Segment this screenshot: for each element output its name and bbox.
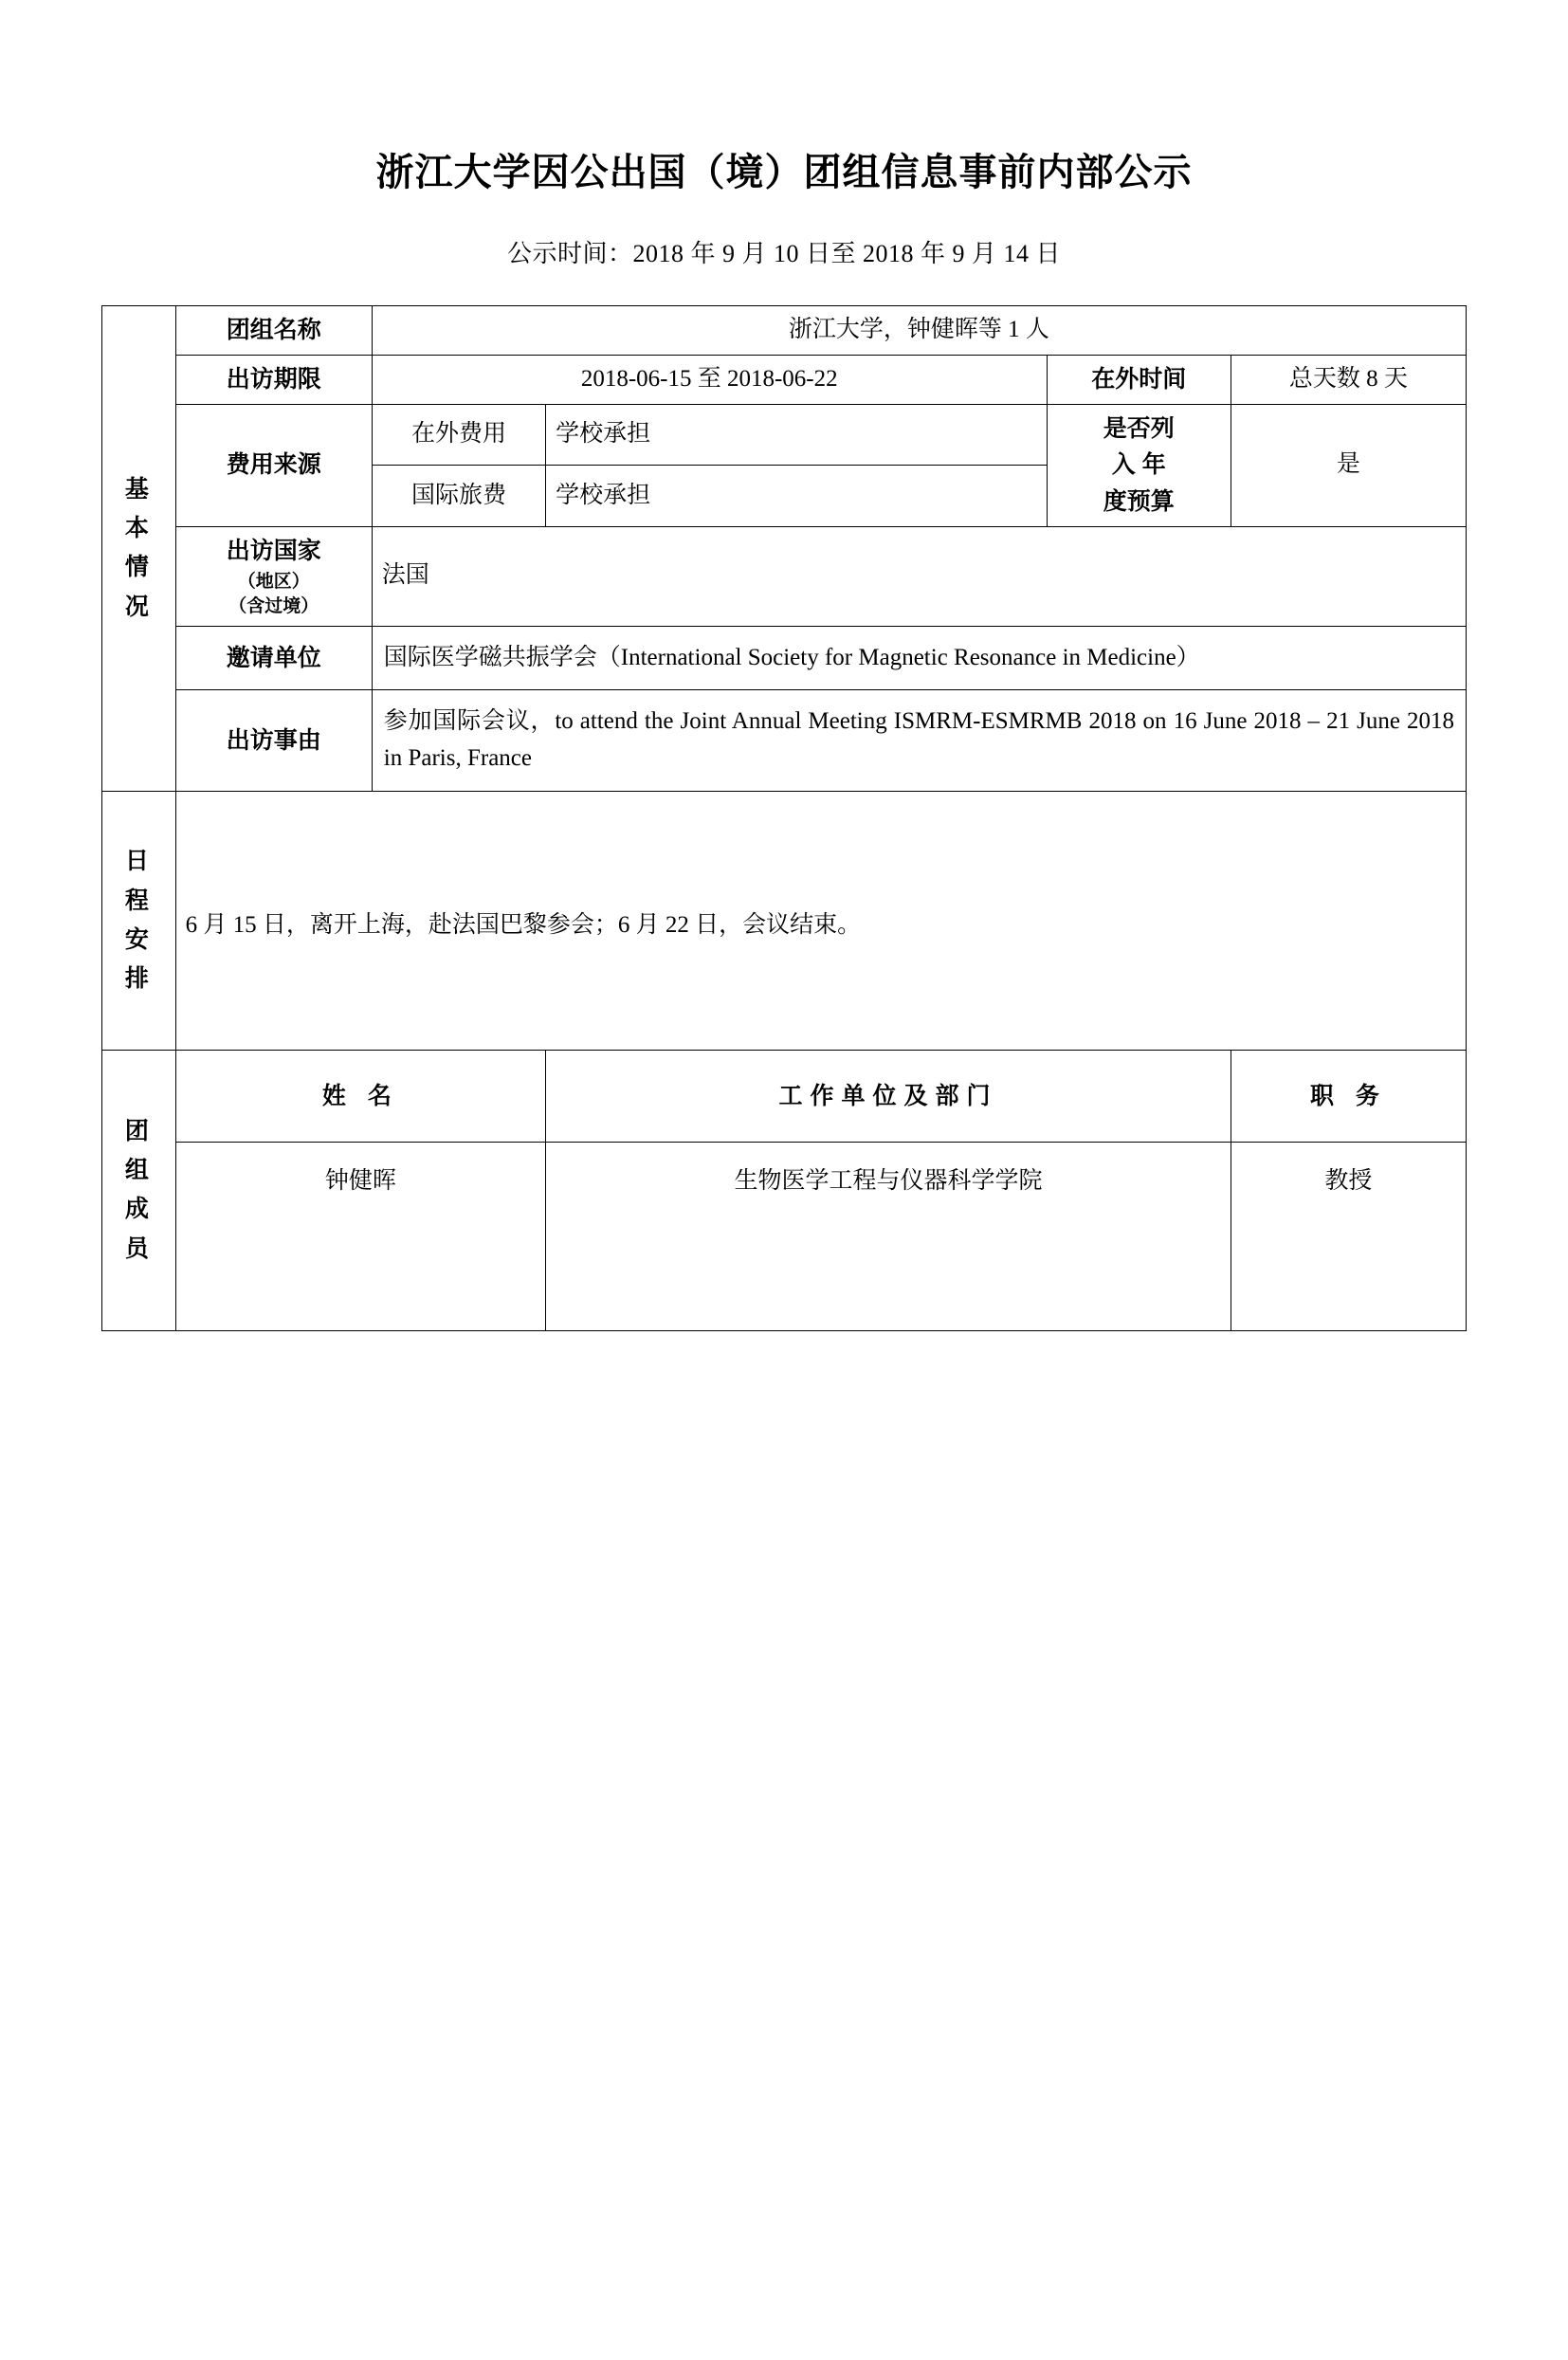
value-group-name: 浙江大学，钟健晖等 1 人 bbox=[372, 306, 1466, 356]
value-abroad-time: 总天数 8 天 bbox=[1231, 355, 1466, 404]
label-funding-source: 费用来源 bbox=[175, 404, 372, 526]
section-label-members: 团组成员 bbox=[102, 1050, 176, 1330]
member-column-name: 姓 名 bbox=[175, 1050, 545, 1142]
member-column-unit: 工作单位及部门 bbox=[546, 1050, 1231, 1142]
label-inviter: 邀请单位 bbox=[175, 626, 372, 690]
value-purpose: 参加国际会议，to attend the Joint Annual Meeting ISMRM-ESMRMB 2018 on 16 June 2018 – 21 June 2018 in Paris, France bbox=[372, 690, 1466, 792]
member-column-title: 职 务 bbox=[1231, 1050, 1466, 1142]
member-title: 教授 bbox=[1231, 1142, 1466, 1330]
label-funding-type-abroad: 在外费用 bbox=[372, 404, 545, 466]
table-row-funding-1 bbox=[102, 404, 1467, 466]
table-row-group-name bbox=[102, 306, 1467, 356]
table-row-member bbox=[102, 1142, 1467, 1330]
document-page bbox=[0, 142, 1568, 2360]
value-inviter: 国际医学磁共振学会（International Society for Magnetic Resonance in Medicine） bbox=[372, 626, 1466, 690]
label-group-name: 团组名称 bbox=[175, 306, 372, 356]
label-country: 出访国家 （地区） （含过境） bbox=[175, 526, 372, 626]
label-purpose: 出访事由 bbox=[175, 690, 372, 792]
label-abroad-time: 在外时间 bbox=[1047, 355, 1231, 404]
section-label-basic: 基本情况 bbox=[102, 306, 176, 792]
label-funding-type-travel: 国际旅费 bbox=[372, 466, 545, 527]
table-row-inviter bbox=[102, 626, 1467, 690]
value-in-annual-budget: 是 bbox=[1231, 404, 1466, 526]
label-in-annual-budget: 是否列 入 年 度预算 bbox=[1047, 404, 1231, 526]
value-period: 2018-06-15 至 2018-06-22 bbox=[372, 355, 1047, 404]
member-name: 钟健晖 bbox=[175, 1142, 545, 1330]
value-schedule: 6 月 15 日，离开上海，赴法国巴黎参会；6 月 22 日，会议结束。 bbox=[175, 791, 1466, 1050]
table-row-country bbox=[102, 526, 1467, 626]
member-unit: 生物医学工程与仪器科学学院 bbox=[546, 1142, 1231, 1330]
value-funding-abroad: 学校承担 bbox=[546, 404, 1048, 466]
table-row-member-header bbox=[102, 1050, 1467, 1142]
value-funding-travel: 学校承担 bbox=[546, 466, 1048, 527]
value-country: 法国 bbox=[372, 526, 1466, 626]
publish-period: 公示时间：2018 年 9 月 10 日至 2018 年 9 月 14 日 bbox=[506, 240, 1061, 267]
table-row-period bbox=[102, 355, 1467, 404]
table-row-purpose bbox=[102, 690, 1467, 792]
section-label-schedule: 日程安排 bbox=[102, 791, 176, 1050]
label-period: 出访期限 bbox=[175, 355, 372, 404]
disclosure-form bbox=[101, 305, 1467, 1331]
table-row-schedule bbox=[102, 791, 1467, 1050]
page-title: 浙江大学因公出国（境）团组信息事前内部公示 bbox=[375, 152, 1193, 193]
